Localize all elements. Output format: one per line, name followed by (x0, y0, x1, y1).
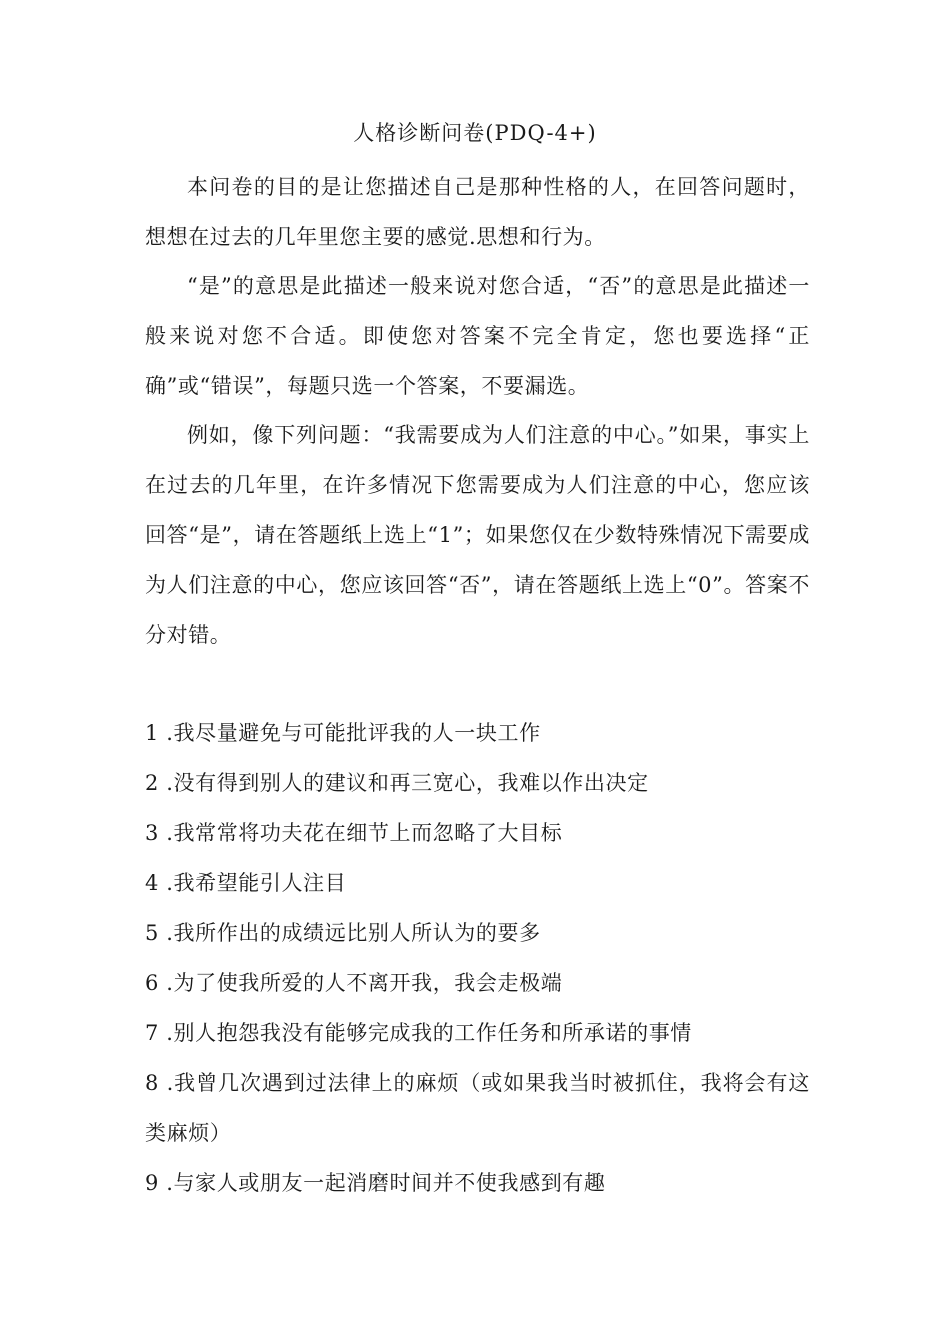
question-item: 3 .我常常将功夫花在细节上而忽略了大目标 (145, 821, 563, 845)
question-item: 9 .与家人或朋友一起消磨时间并不使我感到有趣 (145, 1171, 606, 1195)
question-item: 5 .我所作出的成绩远比别人所认为的要多 (145, 921, 541, 945)
question-item: 8 .我曾几次遇到过法律上的麻烦（或如果我当时被抓住，我将会有这类麻烦） (145, 1071, 810, 1145)
question-item: 4 .我希望能引人注目 (145, 871, 347, 895)
question-item: 6 .为了使我所爱的人不离开我，我会走极端 (145, 971, 563, 995)
intro-paragraph-example: 例如，像下列问题：“我需要成为人们注意的中心。”如果，事实上在过去的几年里，在许多情况下您需要成为人们注意的中心，您应该回答“是”，请在答题纸上选上“1”；如果您仅在少数特殊情况下需要成为人们注意的中心，您应该回答“否”，请在答题纸上选上“0”。答案不分对错。 (145, 423, 810, 647)
question-item: 7 .别人抱怨我没有能够完成我的工作任务和所承诺的事情 (145, 1021, 692, 1045)
intro-paragraph-answer-meaning: “是”的意思是此描述一般来说对您合适，“否”的意思是此描述一般来说对您不合适。即使您对答案不完全肯定，您也要选择“正确”或“错误”，每题只选一个答案，不要漏选。 (145, 274, 810, 398)
question-item: 1 .我尽量避免与可能批评我的人一块工作 (145, 721, 541, 745)
question-list (145, 708, 810, 1208)
question-item: 2 .没有得到别人的建议和再三宽心，我难以作出决定 (145, 771, 649, 795)
document-title: 人格诊断问卷(PDQ-4+) (353, 121, 597, 145)
intro-paragraph-purpose: 本问卷的目的是让您描述自己是那种性格的人，在回答问题时，想想在过去的几年里您主要的感觉.思想和行为。 (145, 175, 810, 249)
